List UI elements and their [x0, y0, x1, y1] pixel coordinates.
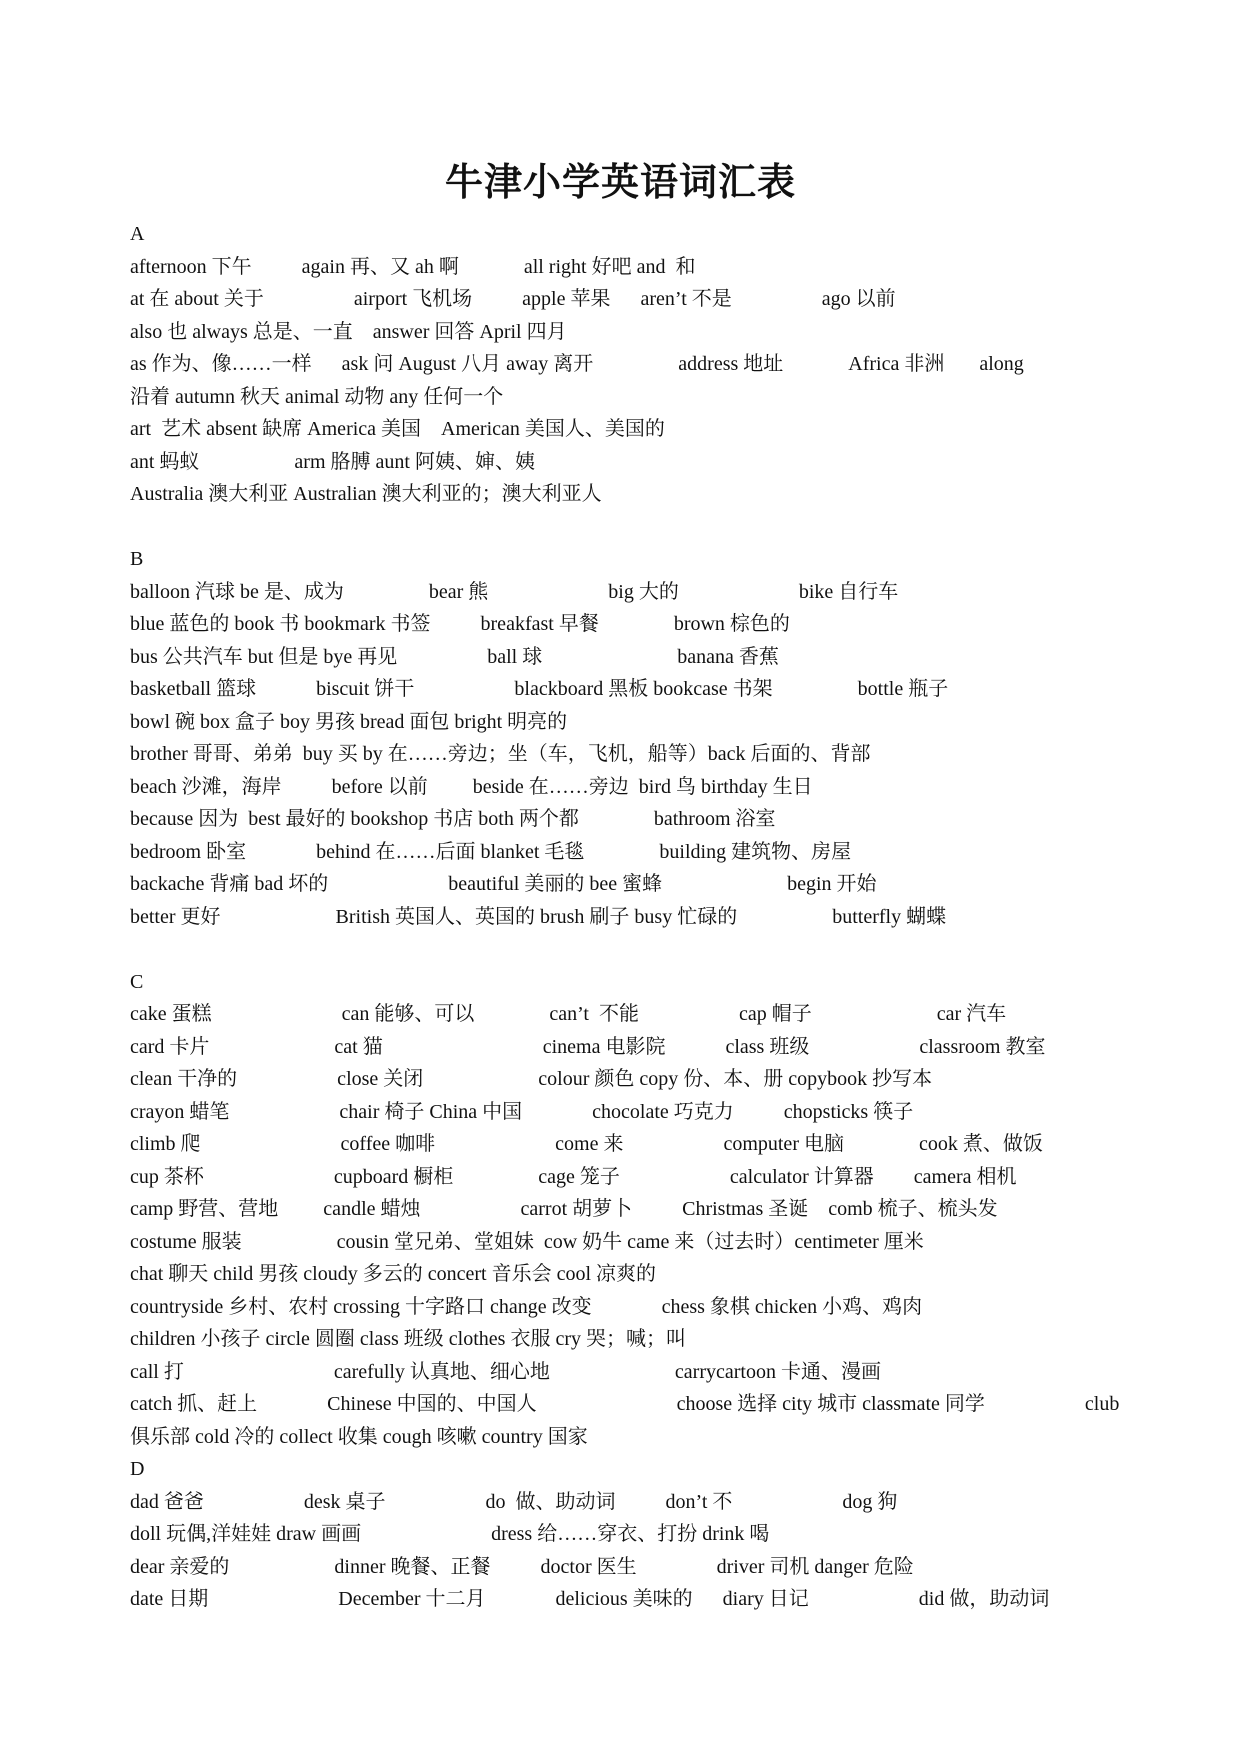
vocab-line: better 更好 British 英国人、英国的 brush 刷子 busy 忙碌的 butterfly 蝴蝶: [130, 905, 947, 928]
vocab-line: children 小孩子 circle 圆圈 class 班级 clothes 衣服 cry 哭；喊；叫: [130, 1328, 686, 1350]
section-heading: D: [130, 1458, 145, 1480]
vocab-line: countryside 乡村、农村 crossing 十字路口 change 改变 chess 象棋 chicken 小鸡、鸡肉: [130, 1295, 923, 1318]
vocab-line: also 也 always 总是、一直 answer 回答 April 四月: [130, 320, 567, 343]
vocab-line: dad 爸爸 desk 桌子 do 做、助动词 don’t 不 dog 狗: [130, 1490, 898, 1513]
vocab-line: because 因为 best 最好的 bookshop 书店 both 两个都 bathroom 浴室: [130, 808, 776, 830]
vocab-line: costume 服装 cousin 堂兄弟、堂姐妹 cow 奶牛 came 来（过去时）centimeter 厘米: [130, 1230, 924, 1253]
vocab-line: backache 背痛 bad 坏的 beautiful 美丽的 bee 蜜蜂 begin 开始: [130, 873, 877, 895]
vocab-line: bowl 碗 box 盒子 boy 男孩 bread 面包 bright 明亮的: [130, 710, 568, 733]
vocab-line: at 在 about 关于 airport 飞机场 apple 苹果 aren’t 不是 ago 以前: [130, 288, 896, 310]
section-heading: B: [130, 548, 144, 570]
page-title: 牛津小学英语词汇表: [444, 159, 796, 204]
vocab-line: date 日期 December 十二月 delicious 美味的 diary 日记 did 做，助动词: [130, 1588, 1050, 1610]
vocab-line: catch 抓、赶上 Chinese 中国的、中国人 choose 选择 city 城市 classmate 同学 club: [130, 1393, 1120, 1415]
vocab-line: card 卡片 cat 猫 cinema 电影院 class 班级 classroom 教室: [130, 1035, 1046, 1058]
vocabulary-list: [130, 218, 1230, 1616]
vocab-line: call 打 carefully 认真地、细心地 carrycartoon 卡通、漫画: [130, 1360, 881, 1383]
vocab-line: clean 干净的 close 关闭 colour 颜色 copy 份、本、册 copybook 抄写本: [130, 1068, 933, 1090]
vocab-line: as 作为、像……一样 ask 问 August 八月 away 离开 address 地址 Africa 非洲 along: [130, 353, 1024, 375]
vocab-line: doll 玩偶,洋娃娃 draw 画画 dress 给……穿衣、打扮 drink 喝: [130, 1523, 770, 1545]
vocab-line: ant 蚂蚁 arm 胳膊 aunt 阿姨、婶、姨: [130, 450, 535, 473]
section-heading: A: [130, 223, 145, 245]
blank-line: [130, 511, 1230, 544]
vocab-line: afternoon 下午 again 再、又 ah 啊 all right 好吧 and 和: [130, 255, 696, 278]
vocab-line: blue 蓝色的 book 书 bookmark 书签 breakfast 早餐 brown 棕色的: [130, 613, 790, 635]
vocab-line: art 艺术 absent 缺席 America 美国 American 美国人、美国的: [130, 418, 665, 440]
vocab-line: bedroom 卧室 behind 在……后面 blanket 毛毯 building 建筑物、房屋: [130, 840, 852, 863]
vocab-line: dear 亲爱的 dinner 晚餐、正餐 doctor 医生 driver 司机 danger 危险: [130, 1555, 914, 1578]
vocab-line: cup 茶杯 cupboard 橱柜 cage 笼子 calculator 计算器 camera 相机: [130, 1165, 1017, 1188]
vocab-line: camp 野营、营地 candle 蜡烛 carrot 胡萝卜 Christmas 圣诞 comb 梳子、梳头发: [130, 1198, 998, 1220]
vocab-line: climb 爬 coffee 咖啡 come 来 computer 电脑 cook 煮、做饭: [130, 1133, 1043, 1155]
vocab-line: basketball 篮球 biscuit 饼干 blackboard 黑板 bookcase 书架 bottle 瓶子: [130, 678, 949, 700]
section-heading: C: [130, 970, 144, 993]
vocab-line: 俱乐部 cold 冷的 collect 收集 cough 咳嗽 country 国家: [130, 1425, 588, 1448]
vocab-line: Australia 澳大利亚 Australian 澳大利亚的；澳大利亚人: [130, 483, 602, 505]
vocab-line: bus 公共汽车 but 但是 bye 再见 ball 球 banana 香蕉: [130, 645, 779, 668]
vocab-line: cake 蛋糕 can 能够、可以 can’t 不能 cap 帽子 car 汽车: [130, 1003, 1007, 1025]
vocab-line: chat 聊天 child 男孩 cloudy 多云的 concert 音乐会 cool 凉爽的: [130, 1263, 657, 1285]
vocab-line: 沿着 autumn 秋天 animal 动物 any 任何一个: [130, 385, 504, 408]
vocab-line: brother 哥哥、弟弟 buy 买 by 在……旁边；坐（车，飞机，船等）back 后面的、背部: [130, 743, 871, 765]
vocab-line: crayon 蜡笔 chair 椅子 China 中国 chocolate 巧克力 chopsticks 筷子: [130, 1100, 914, 1123]
blank-line: [130, 933, 1230, 966]
vocab-line: balloon 汽球 be 是、成为 bear 熊 big 大的 bike 自行车: [130, 580, 899, 603]
vocab-line: beach 沙滩，海岸 before 以前 beside 在……旁边 bird 鸟 birthday 生日: [130, 775, 813, 798]
